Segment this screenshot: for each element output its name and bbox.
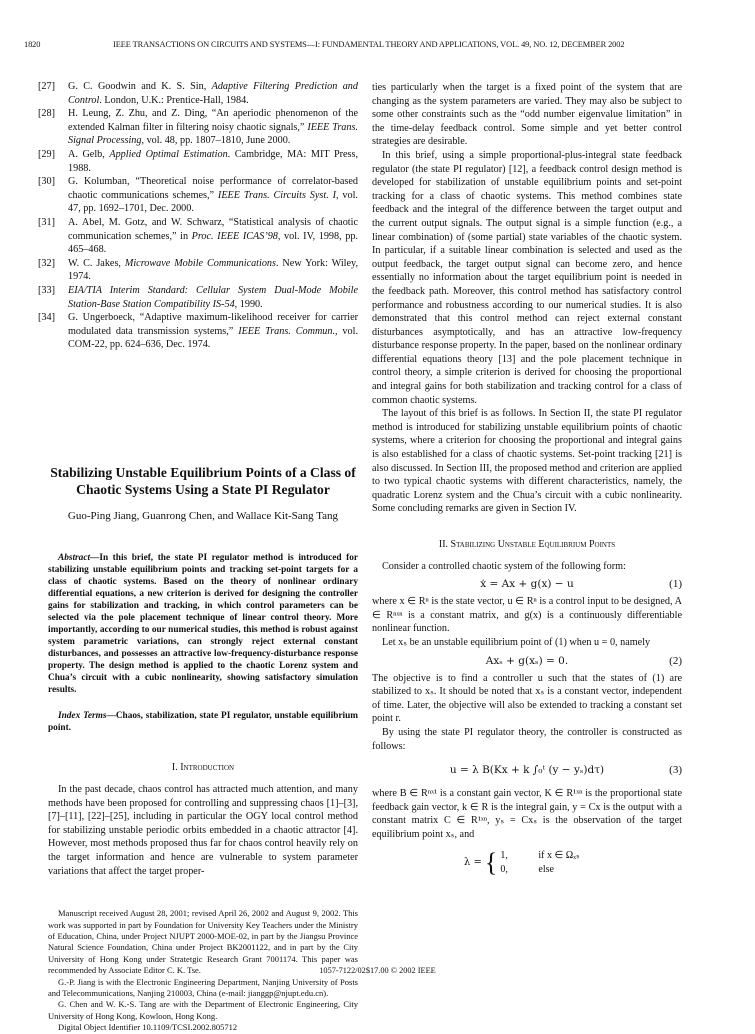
reference-item: [34] G. Ungerboeck, “Adaptive maximum-likelihood receiver for carrier modulated data transmission systems,” IEEE Trans. Commun., vol. COM-22, pp. 624–636, Dec. 1974. (38, 312, 359, 351)
section-heading-2: II. Stabilizing Unstable Equilibrium Points (438, 539, 616, 550)
sec2-paragraph-6: where B ∈ Rⁿˣ¹ is a constant gain vector, K ∈ R¹ˣⁿ is the proportional state feedback gain vector, k ∈ R is the integral gain, y = Cx is the output with a constant matrix C ∈ R¹ˣⁿ, yₛ = Cxₛ is the observation of the target equilibrium point xₛ, and (372, 788, 682, 840)
intro-paragraph-2: In this brief, using a simple proportional-plus-integral state feedback regulator (the state PI regulator) [12], a feedback control design method is developed for stabilization of unstable equilibrium points and set-point tracking for a class of chaotic systems. This method combines state feedback and the integral of the difference between the target output and the current output signals. The output signal is a simple function (e.g., a linear combination) of (some partial) state variables of the chaotic system. In particular, if a suitable linear combination is selected and used as the output feedback, the target output signal can become zero, and hence essentially no information about the target equilibrium point is needed in the feedback path. Moreover, this control method has satisfactory control performance and robustness according to our numerical studies. It is also demonstrated that this control method can reject external constant disturbances asymptotically, and has an attractive low-frequency disturbance response property. In the paper, based on the nonlinear ordinary differential equations theory [13] and the pole placement technique in control theory, a simple criterion is derived for choosing the proportional and integral gains for both stabilization and tracking control for a class of common chaotic systems. (372, 149, 682, 406)
brace-icon: { (484, 847, 498, 877)
index-terms-label: Index Terms (58, 711, 107, 722)
right-column (372, 81, 682, 880)
copyright-line: 1057-7122/02$17.00 © 2002 IEEE (319, 966, 436, 975)
equation-3-body: u = λ B(Kx + k ∫₀ᵗ (y − yₛ)dτ) (449, 764, 605, 777)
equation-1 (372, 573, 682, 595)
reference-item: [32] W. C. Jakes, Microwave Mobile Communications. New York: Wiley, 1974. (38, 257, 359, 283)
case-1-value: 1, (500, 849, 508, 861)
intro-paragraph-1: In the past decade, chaos control has attracted much attention, and many methods have been proposed for controlling and suppressing chaos [1]–[3], [7]–[11], [22]–[25], including in particular the OGY local control method for stabilizing unstable periodic orbits embedded in a chaotic attractor [4]. However, most methods proposed thus far for chaos control heavily rely on the target information and hence are vulnerable to system parameter variations that affect the target proper- (48, 784, 358, 877)
left-column (38, 80, 359, 1034)
index-terms (48, 710, 358, 734)
footnote-doi: Digital Object Identifier 10.1109/TCSI.2002.805712 (58, 1022, 238, 1033)
equation-4 (372, 846, 682, 880)
abstract-label: Abstract (58, 553, 91, 564)
footnote-affiliation-1: G.-P. Jiang is with the Electronic Engineering Department, Nanjing University of Posts and Telecommunications, Nanjing 210003, China (e-mail: jianggp@njupt.edu.cn). (48, 976, 358, 999)
reference-item: [30] G. Kolumban, “Theoretical noise performance of correlator-based chaotic communications schemes,” IEEE Trans. Circuits Syst. I, vol. 47, pp. 1692–1701, Dec. 2000. (38, 176, 358, 215)
article-authors: Guo-Ping Jiang, Guanrong Chen, and Wallace Kit-Sang Tang (67, 509, 339, 522)
case-2-value: 0, (500, 863, 508, 875)
case-1-condition: if x ∈ Ωₓₛ (538, 849, 580, 861)
reference-item: [29] A. Gelb, Applied Optimal Estimation. Cambridge, MA: MIT Press, 1988. (38, 148, 358, 174)
intro-paragraph-1-continued: ties particularly when the target is a fixed point of the system that are changing as the system parameters are varied. They may also be subject to some other constraints such as the “odd number eigenvalue limitation” in the time-delay feedback control. Some simple and yet better control strategies are desirable. (372, 82, 682, 148)
sec2-paragraph-2: where x ∈ Rⁿ is the state vector, u ∈ Rⁿ is a control input to be designed, A ∈ Rⁿˣⁿ is a constant matrix, and g(x) is a continuously differentiable nonlinear function. (372, 596, 682, 635)
equation-2 (372, 650, 682, 672)
sec2-paragraph-5: By using the state PI regulator theory, the controller is constructed as follows: (372, 726, 682, 752)
page-number: 1820 (24, 40, 41, 49)
reference-item: [31] A. Abel, M. Gotz, and W. Schwarz, “Statistical analysis of chaotic communication schemes,” in Proc. IEEE ICAS’98, vol. IV, 1998, pp. 465–468. (38, 216, 358, 256)
reference-list (38, 80, 358, 352)
abstract-text: —In this brief, the state PI regulator method is introduced for stabilizing unstable equilibrium points and tracking set-point targets for a class of chaotic systems. Based on the theory of nonlinear ordinary differential equations, a new criterion is derived for designing the controller gains for stabilization and tracking, in which control parameters can be selected via the pole placement technique of linear control theory. More importantly, according to our numerical studies, this method is robust against system parametric variations, can strongly reject external constant disturbances, and possesses an attractive low-frequency-disturbance response property. The design method is applied to the chaotic Lorenz system and Chua’s circuit with a cubic nonlinearity, showing satisfactory simulation results. (48, 553, 358, 696)
equation-4-lhs: λ = (464, 856, 482, 868)
abstract (48, 552, 358, 696)
equation-1-body: ẋ = Ax + g(x) − u (480, 578, 574, 591)
sec2-paragraph-3: Let xₛ be an unstable equilibrium point of (1) when u = 0, namely (382, 636, 651, 648)
reference-item: [27] G. C. Goodwin and K. S. Sin, Adaptive Filtering Prediction and Control. London, U.K.: Prentice-Hall, 1984. (38, 81, 358, 106)
sec2-paragraph-1: Consider a controlled chaotic system of the following form: (382, 560, 626, 572)
journal-title: IEEE TRANSACTIONS ON CIRCUITS AND SYSTEMS—I: FUNDAMENTAL THEORY AND APPLICATIONS, VOL. 49, NO. 12, DECEMBER 2002 (113, 40, 625, 49)
equation-3-number: (3) (669, 764, 682, 777)
reference-item: [33] EIA/TIA Interim Standard: Cellular System Dual-Mode Mobile Station-Base Station Compatibility IS-54, 1990. (38, 284, 358, 310)
sec2-paragraph-4: The objective is to find a controller u such that the states of (1) are stabilized to xₛ. It should be noted that xₛ is a constant vector, independent of time. Later, the objective will also be extended to tracking a constant set point r. (372, 672, 682, 725)
equation-2-body: Axₛ + g(xₛ) = 0. (485, 654, 569, 667)
section-heading-introduction: I. Introduction (171, 762, 235, 774)
equation-2-number: (2) (669, 654, 682, 667)
intro-paragraph-3: The layout of this brief is as follows. In Section II, the state PI regulator method is introduced for stabilizing unstable equilibrium points of chaotic systems, where a criterion for choosing the proportional and integral gains is also established for a class of chaotic systems. Set-point tracking [21] is also discussed. In Section III, the proposed method and criterion are applied to two typical chaotic systems with different characteristics, namely, the quadratic Lorenz system and the Chua’s circuit with a cubic nonlinearity. Some concluding remarks are given in Section IV. (372, 408, 682, 515)
article-title: Stabilizing Unstable Equilibrium Points of a Class of Chaotic Systems Using a State PI Regulator (50, 464, 356, 497)
reference-item: [28] H. Leung, Z. Zhu, and Z. Ding, “An aperiodic phenomenon of the extended Kalman filter in filtering noisy chaotic signals,” IEEE Trans. Signal Processing, vol. 48, pp. 1807–1810, June 2000. (38, 108, 359, 147)
index-terms-text: —Chaos, stabilization, state PI regulator, unstable equilibrium point. (48, 711, 358, 734)
footnote-affiliation-2: G. Chen and W. K.-S. Tang are with the Department of Electronic Engineering, City University of Hong Kong, Kowloon, Hong Kong. (48, 999, 358, 1021)
equation-3 (372, 753, 682, 787)
case-2-condition: else (538, 863, 554, 875)
equation-1-number: (1) (669, 578, 682, 591)
footnote-manuscript: Manuscript received August 28, 2001; revised April 26, 2002 and August 9, 2002. This work was supported in part by Foundation for University Key Teachers under the Ministry of Education, China, under Project NJUPT 2000-MOE-02, in part by the Jiangsu Province Natural Science Foundation, China under Project BK2001122, and in part by the City University of Hong Kong under Stratetgic Research Grant 7001174. This paper was recommended by Associate Editor C. K. Tse. (48, 908, 358, 976)
